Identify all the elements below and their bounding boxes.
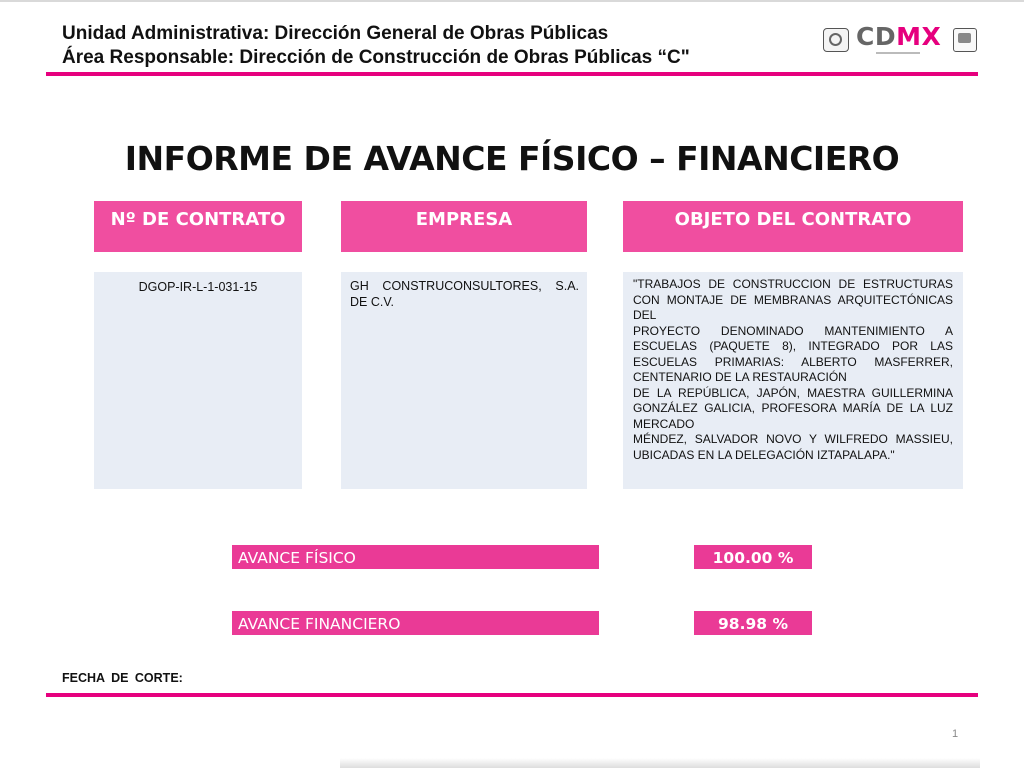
empresa-box <box>341 272 587 489</box>
objeto-paragraph: "TRABAJOS DE CONSTRUCCION DE ESTRUCTURAS CON MONTAJE DE MEMBRANAS ARQUITECTÓNICAS DEL <box>633 277 953 322</box>
cdmx-logo <box>856 23 940 53</box>
avance-financiero-label: AVANCE FINANCIERO <box>232 611 599 635</box>
page-title: INFORME DE AVANCE FÍSICO – FINANCIERO <box>124 139 900 178</box>
objeto-box <box>623 272 963 489</box>
fecha-corte-label: FECHA DE CORTE: <box>62 671 183 685</box>
header-area: Área Responsable: Dirección de Construcción de Obras Públicas “C" <box>62 47 690 68</box>
header-divider <box>46 72 978 76</box>
contrato-value: DGOP-IR-L-1-031-15 <box>138 280 258 294</box>
empresa-value: GH CONSTRUCONSULTORES, S.A. DE C.V. <box>350 279 579 309</box>
objeto-header: OBJETO DEL CONTRATO <box>623 201 963 252</box>
logo-text-cd: CD <box>856 22 897 51</box>
footer-divider <box>46 693 978 697</box>
top-border <box>0 0 1024 2</box>
contrato-box <box>94 272 302 489</box>
seal-icon <box>953 28 977 52</box>
cdmx-seal-icon <box>823 28 849 52</box>
objeto-paragraph: DE LA REPÚBLICA, JAPÓN, MAESTRA GUILLERMINA GONZÁLEZ GALICIA, PROFESORA MARÍA DE LA LUZ MERCADO <box>633 385 953 431</box>
contrato-header: Nº DE CONTRATO <box>94 201 302 252</box>
avance-fisico-value: 100.00 % <box>694 545 812 569</box>
avance-fisico-label: AVANCE FÍSICO <box>232 545 599 569</box>
logo-text-mx: MX <box>896 22 942 51</box>
objeto-paragraph: MÉNDEZ, SALVADOR NOVO Y WILFREDO MASSIEU, UBICADAS EN LA DELEGACIÓN IZTAPALAPA." <box>633 432 953 462</box>
page-number: 1 <box>952 728 959 740</box>
header <box>62 22 822 70</box>
empresa-header: EMPRESA <box>341 201 587 252</box>
bottom-shadow <box>340 758 980 768</box>
avance-financiero-value: 98.98 % <box>694 611 812 635</box>
logo-subtitle-bar <box>876 52 920 54</box>
header-unidad: Unidad Administrativa: Dirección General de Obras Públicas <box>62 23 609 44</box>
objeto-paragraph: PROYECTO DENOMINADO MANTENIMIENTO A ESCUELAS (PAQUETE 8), INTEGRADO POR LAS ESCUELAS PRIMARIAS: ALBERTO MASFERRER, CENTENARIO DE LA RESTAURACIÓN <box>633 323 953 384</box>
